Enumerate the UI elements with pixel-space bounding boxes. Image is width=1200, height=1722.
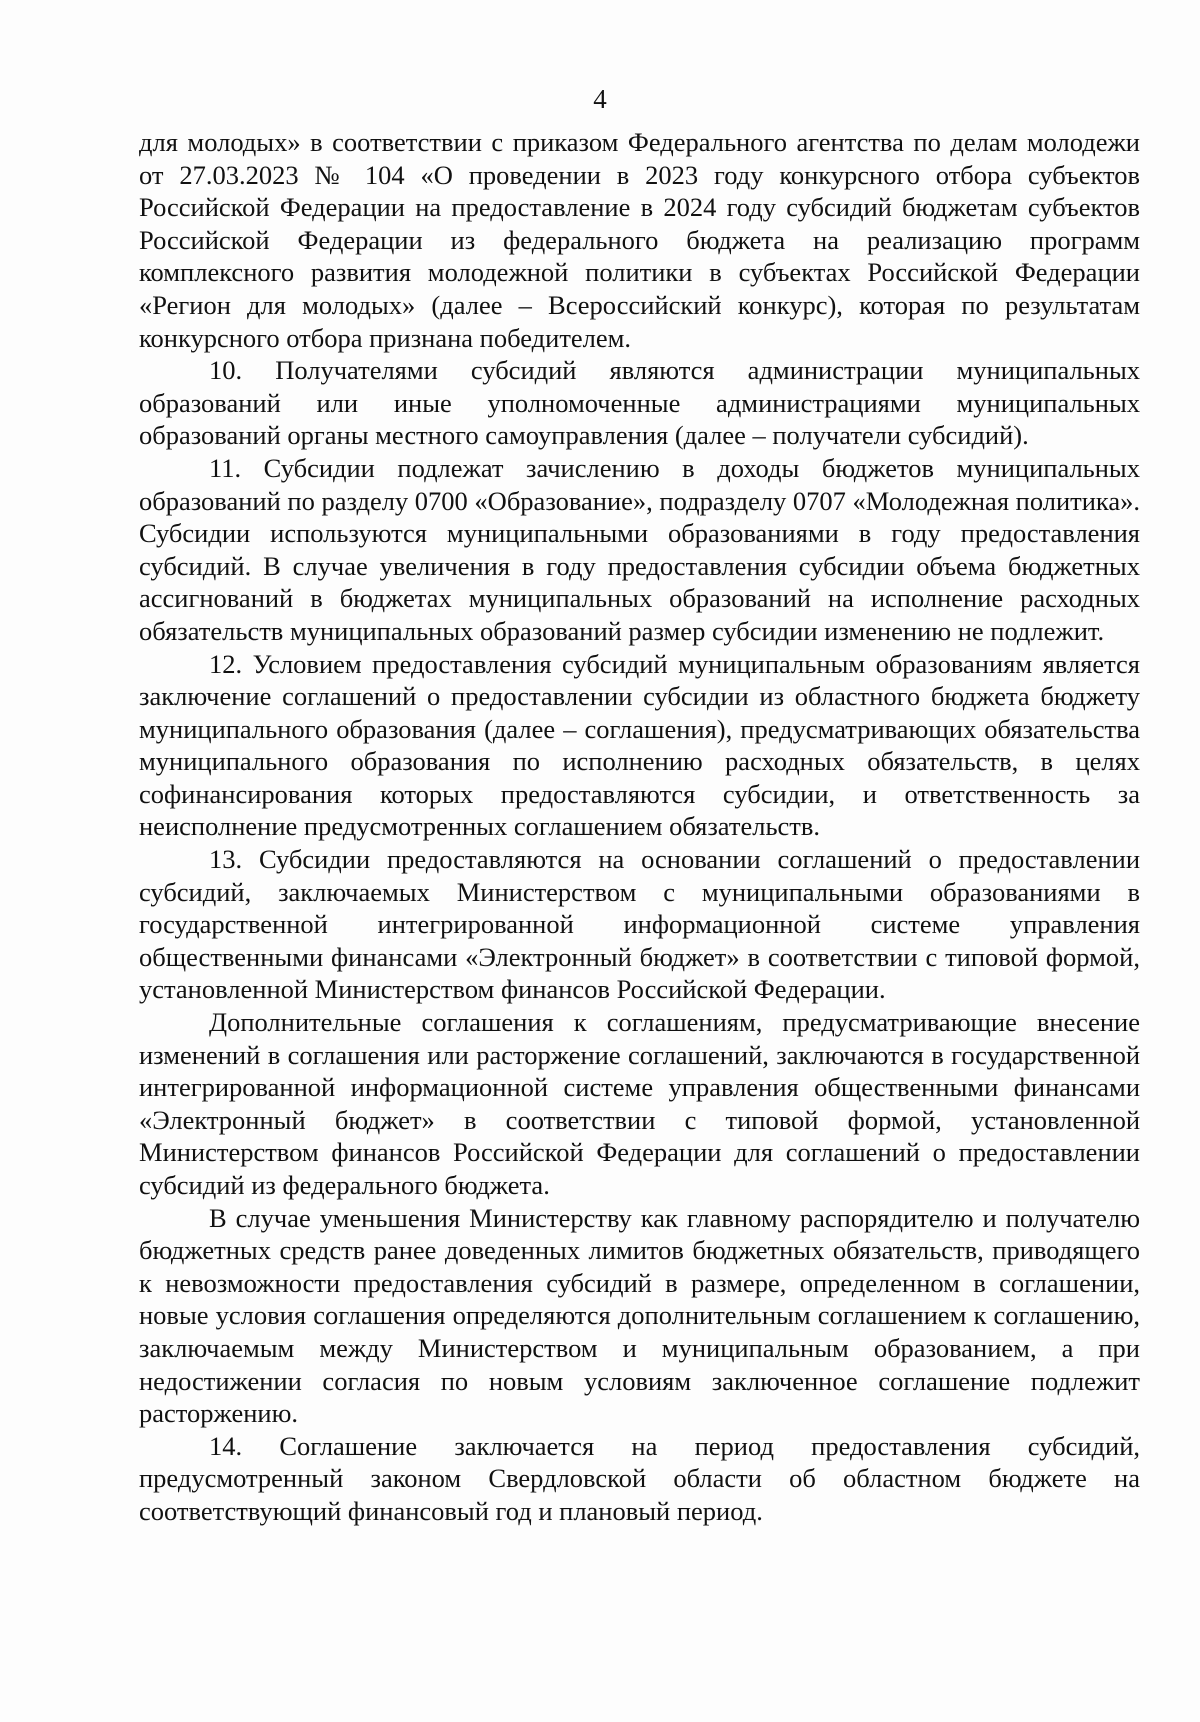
paragraph-item-13: 13. Субсидии предоставляются на основании соглашений о предоставлении субсидий, заключаемых Министерством с муниципальными образованиями в государственной интегрированной информационной системе управления общественными финансами «Электронный бюджет» в соответствии с типовой формой, установленной Министерством финансов Российской Федерации. [139,844,1140,1005]
paragraph-limits-reduction: В случае уменьшения Министерству как главному распорядителю и получателю бюджетных средств ранее доведенных лимитов бюджетных обязательств, приводящего к невозможности предоставления субсидий в размере, определенном в соглашении, новые условия соглашения определяются дополнительным соглашением к соглашению, заключаемым между Министерством и муниципальным образованием, а при недостижении согласия по новым условиям заключенное соглашение подлежит расторжению. [139,1202,1140,1429]
paragraph-additional-agreements: Дополнительные соглашения к соглашениям, предусматривающие внесение изменений в соглашения или расторжение соглашений, заключаются в государственной интегрированной информационной системе управления общественными финансами «Электронный бюджет» в соответствии с типовой формой, установленной Министерством финансов Российской Федерации для соглашений о предоставлении субсидий из федерального бюджета. [139,1007,1140,1200]
paragraph-item-11: 11. Субсидии подлежат зачислению в доходы бюджетов муниципальных образований по разделу 0700 «Образование», подразделу 0707 «Молодежная политика». Субсидии используются муниципальными образованиями в году предоставления субсидий. В случае увеличения в году предоставления субсидии объема бюджетных ассигнований в бюджетах муниципальных образований на исполнение расходных обязательств муниципальных образований размер субсидии изменению не подлежит. [139,452,1140,646]
paragraph-item-14: 14. Соглашение заключается на период предоставления субсидий, предусмотренный законом Свердловской области об областном бюджете на соответствующий финансовый год и плановый период. [139,1430,1140,1526]
paragraph-item-12: 12. Условием предоставления субсидий муниципальным образованиям является заключение соглашений о предоставлении субсидии из областного бюджета бюджету муниципального образования (далее – соглашения), предусматривающих обязательства муниципального образования по исполнению расходных обязательств, в целях софинансирования которых предоставляются субсидии, и ответственность за неисполнение предусмотренных соглашением обязательств. [139,648,1140,842]
paragraph-item-10: 10. Получателями субсидий являются администрации муниципальных образований или иные уполномоченные администрациями муниципальных образований органы местного самоуправления (далее – получатели субсидий). [139,355,1140,451]
page-number: 4 [593,84,607,114]
document-body [139,126,1140,1528]
paragraph-continuation: для молодых» в соответствии с приказом Федерального агентства по делам молодежи от 27.03.2023 № 104 «О проведении в 2023 году конкурсного отбора субъектов Российской Федерации на предоставление в 2024 году субсидий бюджетам субъектов Российской Федерации из федерального бюджета на реализацию программ комплексного развития молодежной политики в субъектах Российской Федерации «Регион для молодых» (далее – Всероссийский конкурс), которая по результатам конкурсного отбора признана победителем. [139,127,1140,353]
